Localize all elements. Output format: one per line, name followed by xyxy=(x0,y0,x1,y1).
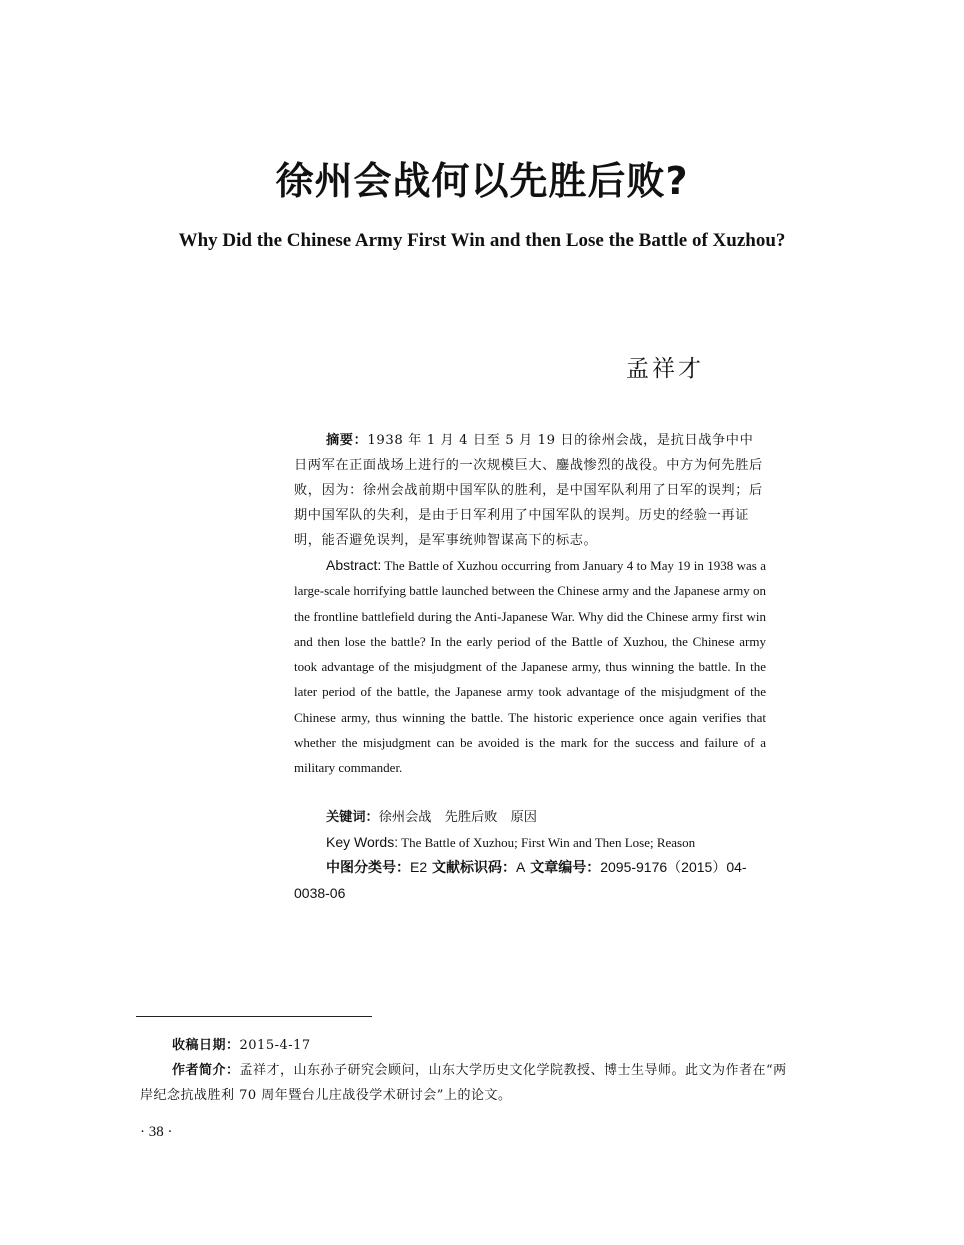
article-number-label: 文章编号： xyxy=(525,860,601,876)
keywords-english xyxy=(294,830,766,855)
author-name: 孟祥才 xyxy=(626,356,704,382)
page-title: 徐州会战何以先胜后败? xyxy=(275,159,689,203)
article-number-value: 2095-9176（2015）04-0038-06 xyxy=(294,859,747,901)
footnote-divider xyxy=(136,1016,372,1017)
keywords-en-text: The Battle of Xuzhou; First Win and Then Lose; Reason xyxy=(398,835,696,850)
received-label: 收稿日期： xyxy=(172,1038,240,1053)
classification-codes xyxy=(294,855,766,906)
clc-value: E2 xyxy=(410,859,428,875)
page-number: · 38 · xyxy=(140,1124,173,1140)
keywords-chinese xyxy=(294,805,766,830)
clc-label: 中图分类号： xyxy=(326,860,410,876)
english-title: Why Did the Chinese Army First Win and then Lose the Battle of Xuzhou? xyxy=(178,230,786,251)
abstract-en-label: Abstract: xyxy=(326,557,382,573)
footnote-author-bio xyxy=(140,1058,800,1108)
doc-code-value: A xyxy=(516,859,526,875)
abstract-english xyxy=(294,553,766,781)
keywords-en-label: Key Words: xyxy=(326,834,399,850)
doc-code-label: 文献标识码： xyxy=(427,860,516,876)
author-bio-text: 孟祥才，山东孙子研究会顾问，山东大学历史文化学院教授、博士生导师。此文为作者在“两岸纪念抗战胜利 70 周年暨台儿庄战役学术研讨会”上的论文。 xyxy=(140,1063,787,1103)
abstract-chinese xyxy=(294,428,766,553)
received-date: 2015-4-17 xyxy=(239,1038,311,1053)
keywords-text: 徐州会战 先胜后败 原因 xyxy=(378,810,537,825)
abstract-en-text: The Battle of Xuzhou occurring from January 4 to May 19 in 1938 was a large-scale horrifying battle launched between the Chinese army and the Japanese army on the frontline battlefield during the Anti-Japanese War. Why did the Chinese army first win and then lose the battle? In the early period of the Battle of Xuzhou, the Chinese army took advantage of the misjudgment of the Japanese army, thus winning the battle. In the later period of the battle, the Japanese army took advantage of the misjudgment of the Chinese army, thus winning the battle. The historic experience once again verifies that whether the misjudgment can be avoided is the mark for the success and failure of a military commander. xyxy=(294,558,766,776)
abstract-label: 摘要： xyxy=(326,433,368,448)
author-bio-label: 作者简介： xyxy=(172,1063,240,1078)
footnote-received xyxy=(140,1033,800,1058)
abstract-text: 1938 年 1 月 4 日至 5 月 19 日的徐州会战，是抗日战争中中日两军在正面战场上进行的一次规模巨大、鏖战惨烈的战役。中方为何先胜后败，因为：徐州会战前期中国军队的胜利，是中国军队利用了日军的误判；后期中国军队的失利，是由于日军利用了中国军队的误判。历史的经验一再证明，能否避免误判，是军事统帅智谋高下的标志。 xyxy=(294,433,763,548)
keywords-label: 关键词： xyxy=(326,810,379,825)
